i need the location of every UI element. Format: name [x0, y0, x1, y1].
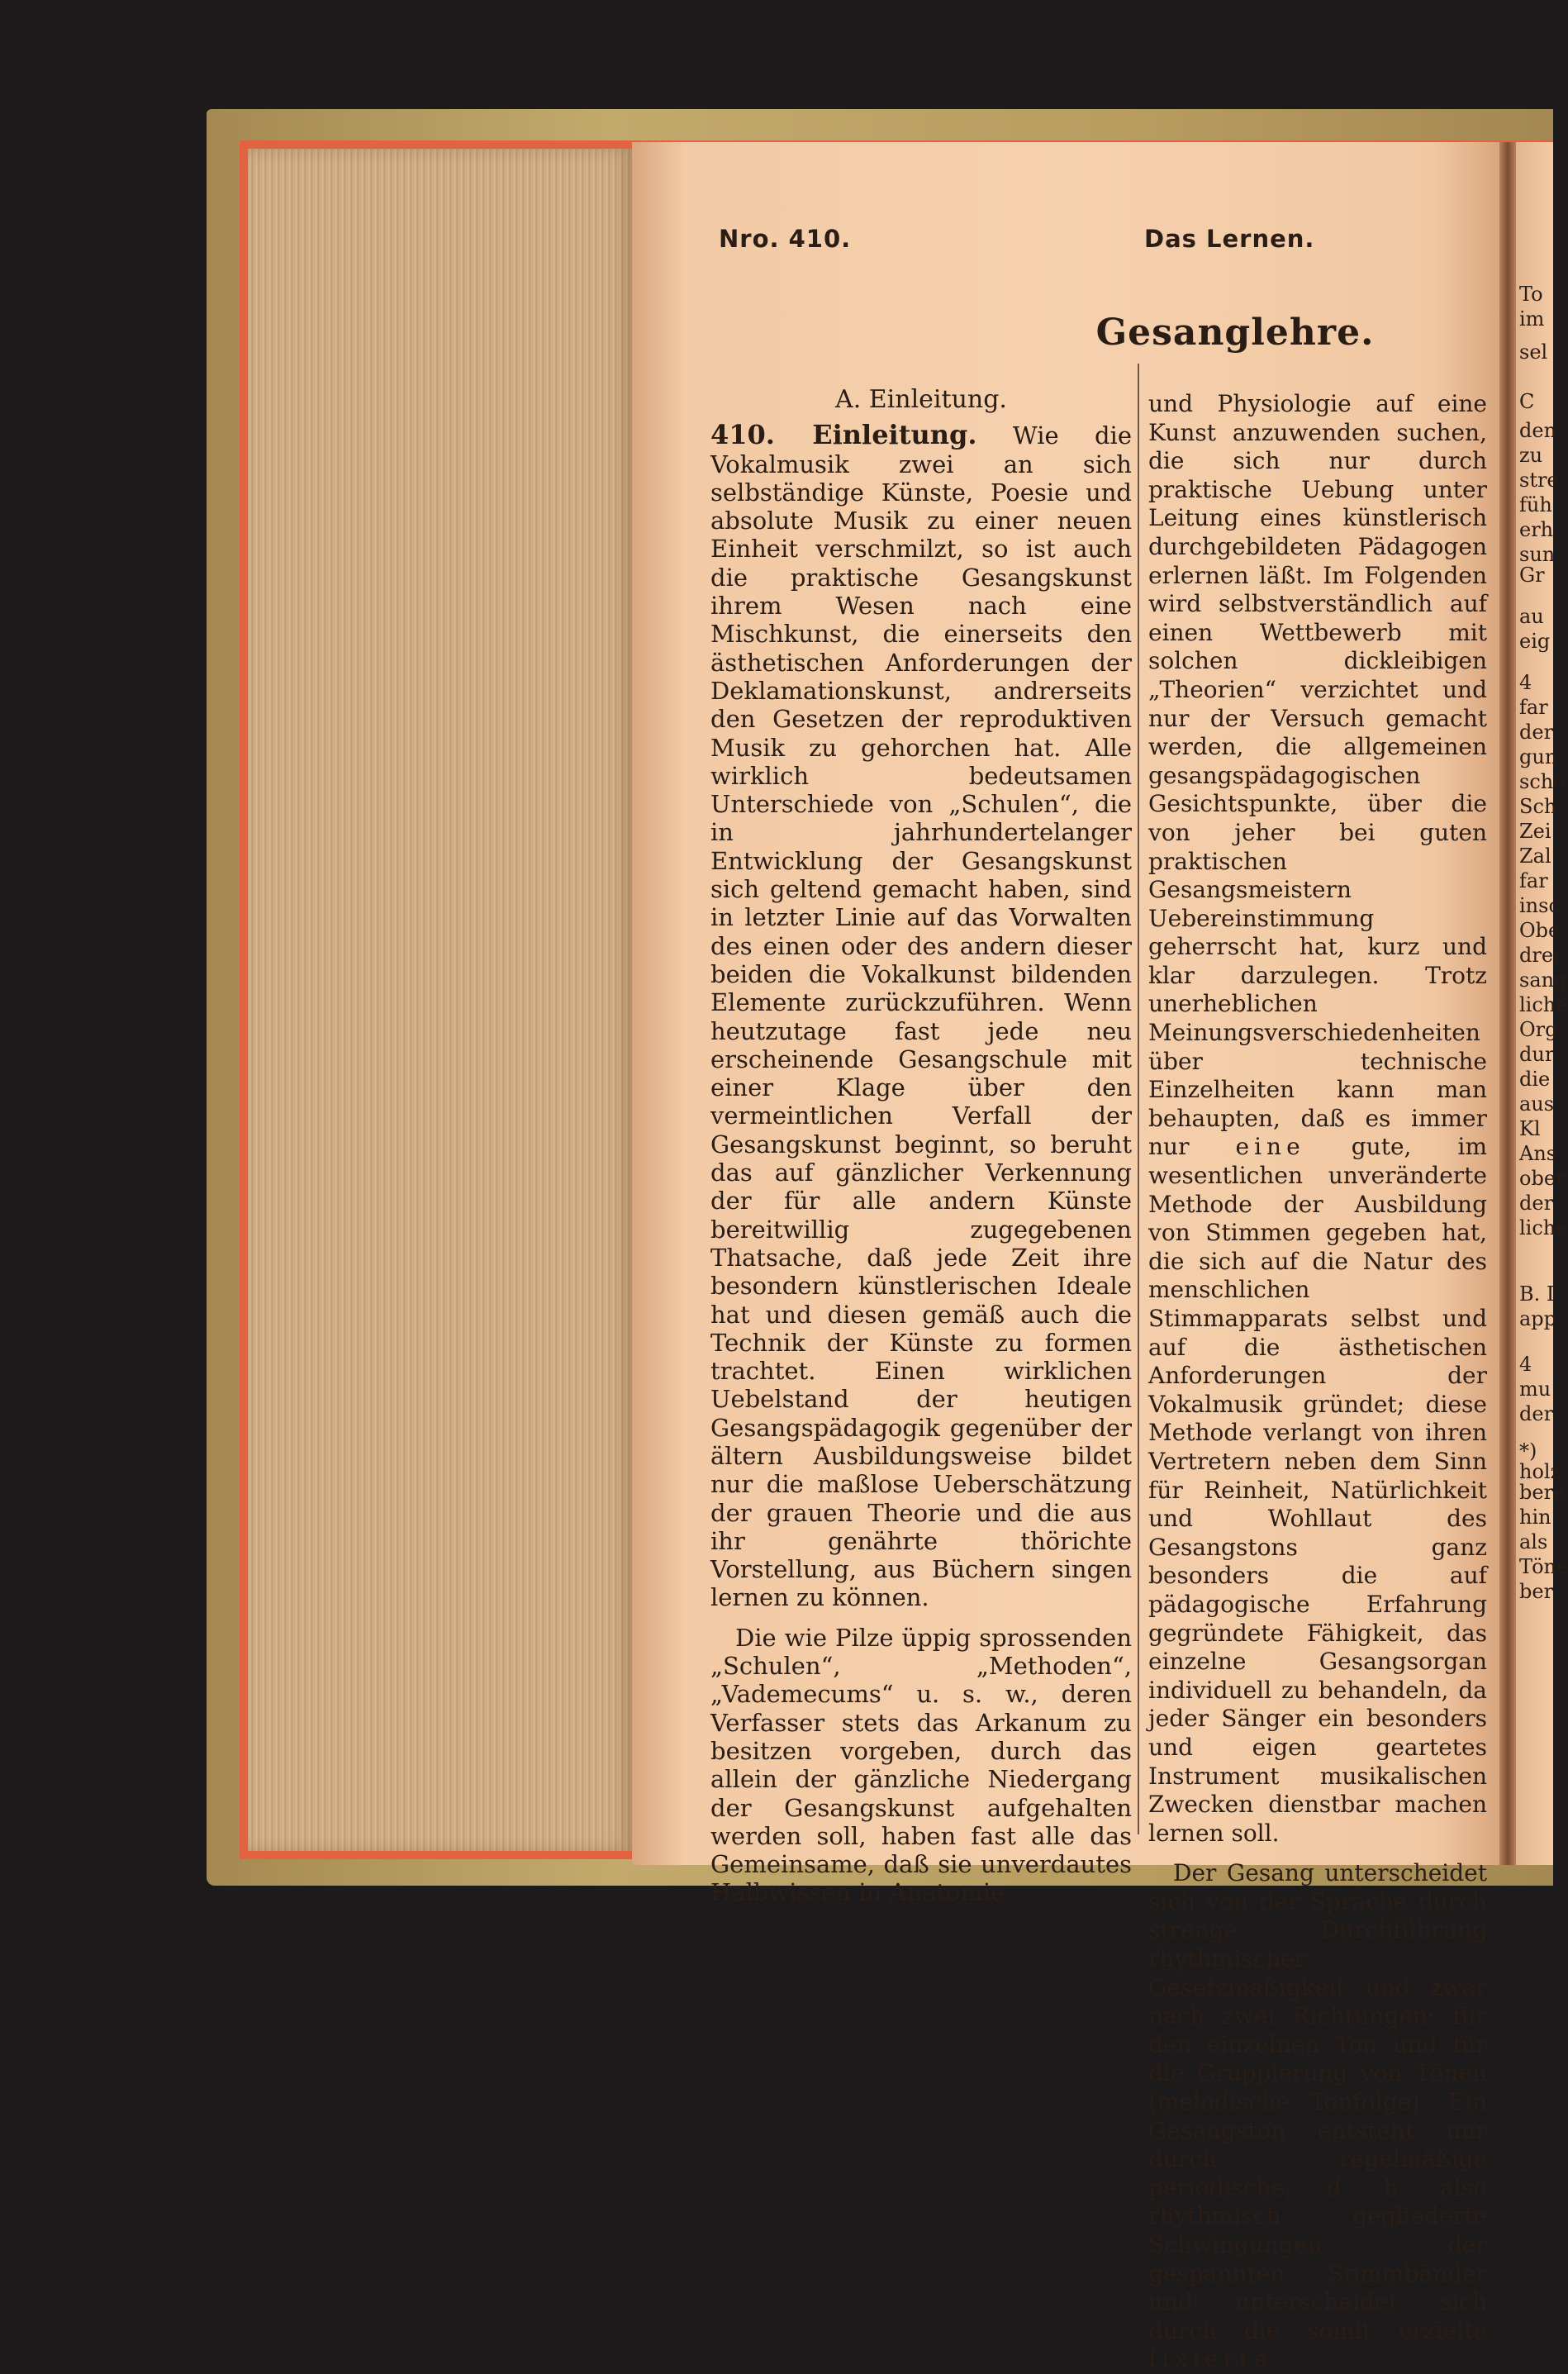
next-page-fragment: mu [1519, 1377, 1551, 1401]
next-page-fragment: Org [1519, 1018, 1558, 1041]
next-page-fragment: far [1519, 696, 1548, 719]
left-column [710, 386, 1132, 1907]
next-page-fragment: eig [1519, 630, 1551, 653]
chapter-title: Gesanglehre. [1095, 312, 1375, 354]
next-page-fragment: au [1519, 605, 1544, 628]
book-gutter [1499, 142, 1516, 1865]
next-page-fragment: die [1519, 1068, 1551, 1091]
next-page-fragment: liche [1519, 993, 1568, 1016]
next-page-fragment: erh [1519, 518, 1554, 541]
next-page-fragment: To [1519, 283, 1543, 306]
next-page-fragment: Obe [1519, 919, 1561, 942]
paragraph-number: 410. Einleitung. [710, 419, 977, 451]
emphasized-word: eine [1235, 1133, 1305, 1161]
column-divider [1138, 364, 1139, 1834]
next-page-fragment: als [1519, 1530, 1548, 1553]
paragraph [1148, 1859, 1487, 2374]
next-page-fragment: Kl [1519, 1117, 1541, 1140]
book-page [632, 142, 1504, 2373]
next-page-fragment: der [1519, 721, 1554, 744]
next-page-fragment: B. I [1519, 1282, 1555, 1306]
next-page-fragment: den [1519, 419, 1557, 442]
next-page-fragment: bere [1519, 1481, 1566, 1504]
next-page-fragment: 4 [1519, 1353, 1532, 1376]
paragraph: Die wie Pilze üppig sprossenden „Schulen“, „Methoden“, „Vademecums“ u. s. w., deren Verfasser stets das Arkanum zu besitzen vorgeben, durch das allein der gänzliche Niedergang der Gesangskunst aufgehalten werden soll, haben fast alle das Gemeinsame, daß sie unverdautes Halbwissen in Anatomie [710, 1623, 1132, 1907]
next-page-fragment: *) [1519, 1439, 1537, 1463]
next-page-fragment: far [1519, 869, 1548, 892]
next-page-fragment: 4 [1519, 671, 1532, 694]
next-page-fragment: ber [1519, 1580, 1554, 1603]
next-page-fragment: sche [1519, 770, 1566, 793]
right-column [1148, 390, 1487, 2374]
running-title: Das Lernen. [1144, 225, 1315, 253]
section-heading: A. Einleitung. [835, 385, 1007, 414]
paragraph [1148, 390, 1487, 1848]
paragraph-text: und Physiologie auf eine Kunst anzuwenden suchen, die sich nur durch praktische Uebung unter Leitung eines künstlerisch durchgebildeten Pädagogen erlernen läßt. Im Folgenden wird selbstverständlich auf einen Wettbewerb mit solchen dickleibigen „Theorien“ verzichtet und nur der Versuch gemacht werden, die allgemeinen gesangspädagogischen Gesichtspunkte, über die von jeher bei guten praktischen Gesangsmeistern Uebereinstimmung geherrscht hat, kurz und klar darzulegen. Trotz unerheblichen Meinungsverschiedenheiten über technische Einzelheiten kann man behaupten, daß es immer nur [1148, 390, 1487, 1161]
paragraph-text: Der Gesang unterscheidet sich von der Sprache durch strenge Durchführung rhythmischer Gesetzmäßigkeit und zwar nach zwei Richtungen: für den einzelnen Ton und für die Gruppierung von Tönen (melodische Tonfolge). Ein Gesangston entsteht nur durch regelmäßige periodische, d. h. also rhythmisch gegliederte Schwingungen der gespannten Stimmbänder und unterscheidet sich durch die somit erzielte [1148, 1859, 1487, 2344]
next-page-fragment: sun [1519, 543, 1556, 566]
next-page-fragment: der [1519, 1402, 1554, 1425]
next-page-fragment: drei [1519, 944, 1560, 967]
next-page-fragment: gun [1519, 745, 1558, 768]
next-page-fragment: dur [1519, 1043, 1555, 1066]
next-page-fragment: Sch [1519, 795, 1557, 818]
next-page-fragment: Töne [1519, 1555, 1568, 1578]
next-page-fragment: stre [1519, 469, 1559, 492]
next-page-fragment: im [1519, 307, 1545, 331]
next-page-fragment: der [1519, 1192, 1554, 1215]
next-page-fragment: zu [1519, 444, 1543, 467]
next-page-fragment: Zal [1519, 844, 1551, 868]
next-page-fragment: sel [1519, 340, 1548, 364]
next-page-fragment: aus [1519, 1092, 1555, 1116]
next-page-fragment: Ans [1519, 1142, 1557, 1165]
next-page-fragment: insc [1519, 894, 1560, 917]
next-page-fragment: C [1519, 390, 1535, 413]
next-page-fragment: liche [1519, 1216, 1568, 1239]
emphasized-word: fixierte [1148, 2345, 1272, 2373]
next-page-fragment: Gr [1519, 564, 1545, 587]
next-page-fragment: sang [1519, 968, 1567, 992]
page-number-label: Nro. 410. [719, 225, 852, 253]
paragraph-text: gute, im wesentlichen unveränderte Methode der Ausbildung von Stimmen gegeben hat, die sich auf die Natur des menschlichen Stimmapparats selbst und auf die ästhetischen Anforderungen der Vokalmusik gründet; diese Methode verlangt von ihren Vertretern neben dem Sinn für Reinheit, Natürlichkeit und Wohllaut des Gesangstons ganz besonders die auf pädagogische Erfahrung gegründete Fähigkeit, das einzelne Gesangsorgan individuell zu behandeln, da jeder Sänger ein besonders und eigen geartetes Instrument musikalischen Zwecken dienstbar machen lernen soll. [1148, 1133, 1488, 1847]
next-page-fragment: ober [1519, 1167, 1566, 1190]
next-page-fragment: app [1519, 1307, 1557, 1330]
paragraph-text: Wie die Vokalmusik zwei an sich selbständige Künste, Poesie und absolute Musik zu einer neuen Einheit verschmilzt, so ist auch die praktische Gesangskunst ihrem Wesen nach eine Mischkunst, die einerseits den ästhetischen Anforderungen der Deklamationskunst, andrerseits den Gesetzen der reproduktiven Musik zu gehorchen hat. Alle wirklich bedeutsamen Unterschiede von „Schulen“, die in jahrhundertelanger Entwicklung der Gesangskunst sich geltend gemacht haben, sind in letzter Linie auf das Vorwalten des einen oder des andern dieser beiden die Vokalkunst bildenden Elemente zurückzuführen. Wenn heutzutage fast jede neu erscheinende Gesangschule mit einer Klage über den vermeintlichen Verfall der Gesangskunst beginnt, so beruht das auf gänzlicher Verkennung der für alle andern Künste bereitwillig zugegebenen Thatsache, daß jede Zeit ihre besondern künstlerischen Ideale hat und diesen gemäß auch die Technik der Künste zu formen trachtet. Einen wirklichen Uebelstand der heutigen Gesangspädagogik gegenüber der ältern Ausbildungsweise bildet nur die maßlose Ueberschätzung der grauen Theorie und die aus ihr genährte thörichte Vorstellung, aus Büchern singen lernen zu können. [710, 421, 1132, 1612]
next-page-fragment: hin [1519, 1506, 1551, 1529]
next-page-edge [1516, 142, 1568, 1865]
paragraph [710, 421, 1132, 1611]
next-page-fragment: füh [1519, 493, 1552, 516]
next-page-fragment: Zei [1519, 820, 1551, 843]
page-edges [248, 149, 632, 1851]
next-page-fragment: holz [1519, 1460, 1561, 1483]
